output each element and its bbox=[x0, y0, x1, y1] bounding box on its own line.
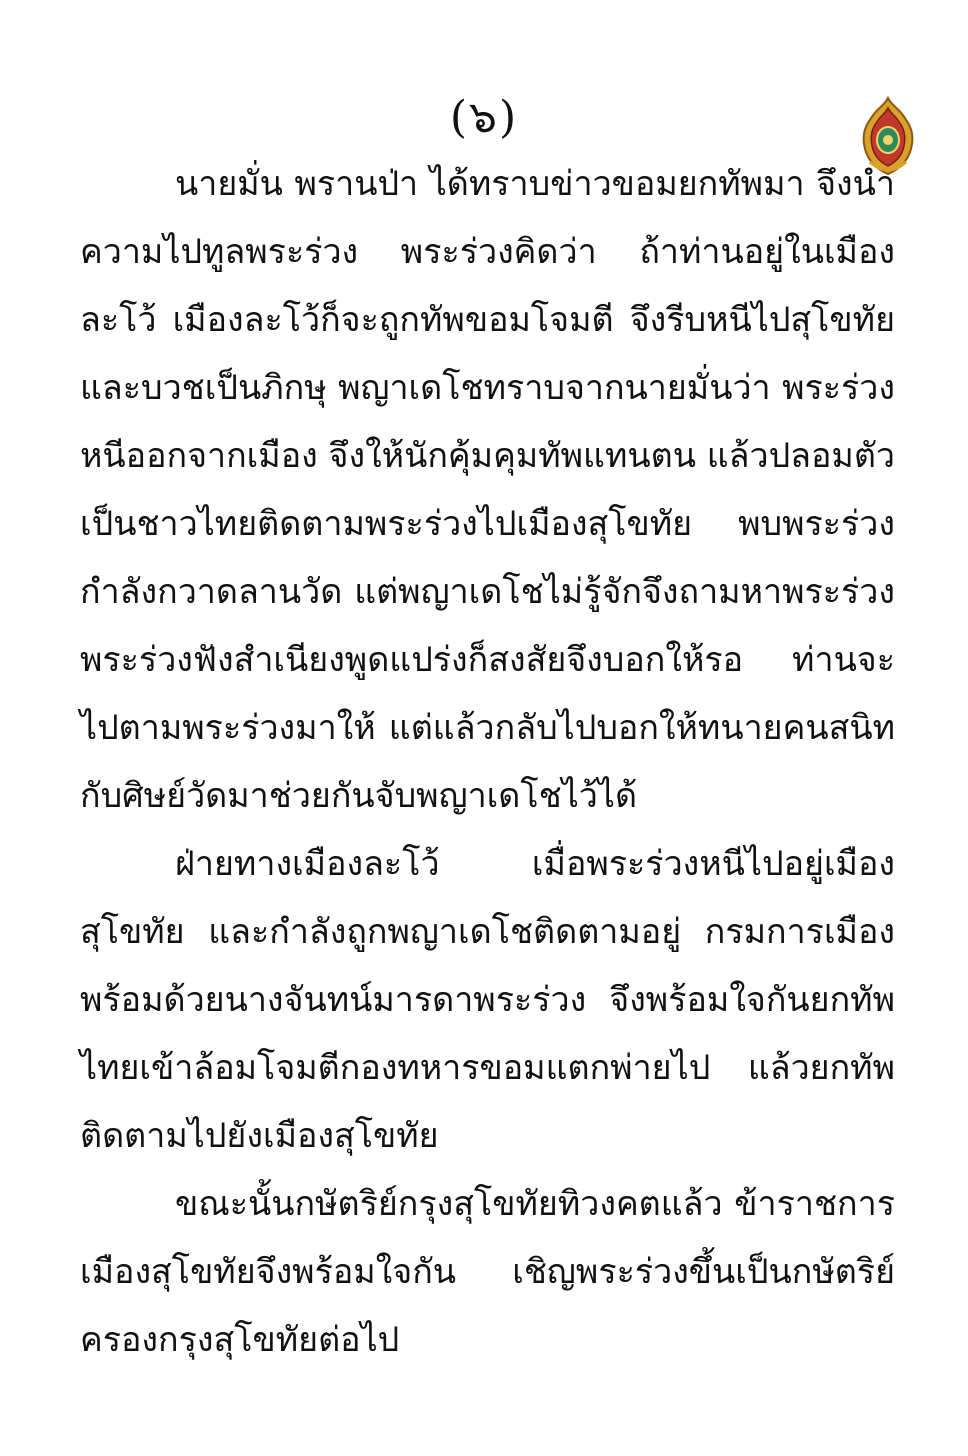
body-text bbox=[80, 150, 895, 1374]
paragraph-2-text: ฝ่ายทางเมืองละโว้ เมื่อพระร่วงหนีไปอยู่เมืองสุโขทัย และกำลังถูกพญาเดโชติดตามอยู่ กรมการเมืองพร้อมด้วยนางจันทน์มารดาพระร่วง จึงพร้อมใจกันยกทัพไทยเข้าล้อมโจมตีกองทหารขอมแตกพ่ายไป แล้วยกทัพติดตามไปยังเมืองสุโขทัย bbox=[80, 844, 895, 1156]
page-number: (๖) bbox=[449, 92, 519, 143]
paragraph-3 bbox=[80, 1170, 895, 1374]
paragraph-1-text: นายมั่น พรานป่า ได้ทราบข่าวขอมยกทัพมา จึงนำความไปทูลพระร่วง พระร่วงคิดว่า ถ้าท่านอยู่ในเมืองละโว้ เมืองละโว้ก็จะถูกทัพขอมโจมตี จึงรีบหนีไปสุโขทัย และบวชเป็นภิกษุ พญาเดโชทราบจากนายมั่นว่า พระร่วงหนีออกจากเมือง จึงให้นักคุ้มคุมทัพแทนตน แล้วปลอมตัวเป็นชาวไทยติดตามพระร่วงไปเมืองสุโขทัย พบพระร่วงกำลังกวาดลานวัด แต่พญาเดโชไม่รู้จักจึงถามหาพระร่วง พระร่วงฟังสำเนียงพูดแปร่งก็สงสัยจึงบอกให้รอ ท่านจะไปตามพระร่วงมาให้ แต่แล้วกลับไปบอกให้ทนายคนสนิท กับศิษย์วัดมาช่วยกันจับพญาเดโชไว้ได้ bbox=[80, 164, 896, 816]
paragraph-1 bbox=[80, 150, 895, 830]
paragraph-2 bbox=[80, 830, 895, 1170]
paragraph-3-text: ขณะนั้นกษัตริย์กรุงสุโขทัยทิวงคตแล้ว ข้าราชการเมืองสุโขทัยจึงพร้อมใจกัน เชิญพระร่วงขึ้นเป็นกษัตริย์ครองกรุงสุโขทัยต่อไป bbox=[80, 1184, 895, 1360]
